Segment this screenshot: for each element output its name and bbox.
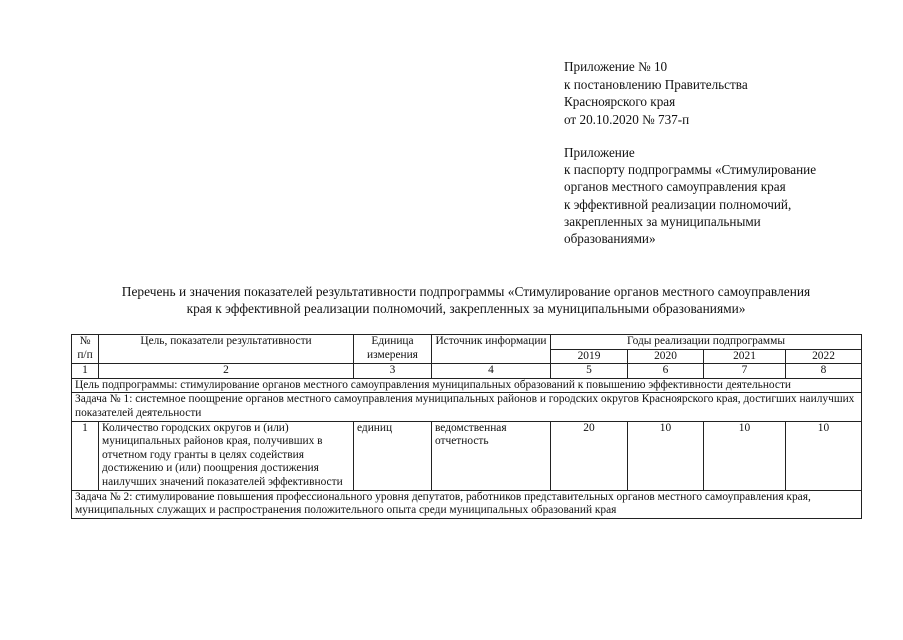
header-row (72, 335, 862, 350)
indicator-name: Количество городских округов и (или) муниципальных районов края, получивших в отчетном году гранты в целях содействия достижению и (или) поощрения достижения наилучших значений показателей эффективности (99, 421, 354, 490)
column-number: 2 (99, 364, 354, 379)
goal-row (72, 378, 862, 393)
header-year: 2022 (786, 349, 862, 364)
title-line-1: Перечень и значения показателей результативности подпрограммы «Стимулирование органов местного самоуправления (121, 284, 811, 299)
header-source: Источник информации (432, 335, 551, 364)
appendix-line: органов местного самоуправления края (564, 179, 786, 195)
appendix-line: Приложение (564, 145, 635, 160)
header-num: № п/п (72, 335, 99, 364)
appendix-line: закрепленных за муниципальными (564, 213, 761, 229)
document-title (60, 283, 872, 318)
indicator-source: ведомственная отчетность (432, 421, 551, 490)
task2-text: Задача № 2: стимулирование повышения профессионального уровня депутатов, работников представительных органов местного самоуправления края, муниципальных служащих и распространения положительного опыта среди муниципальных образований края (72, 490, 862, 518)
indicator-row (72, 421, 862, 490)
indicator-value-2021: 10 (704, 421, 786, 490)
header-goal: Цель, показатели результативности (99, 335, 354, 364)
indicator-unit: единиц (354, 421, 432, 490)
decree-line: от 20.10.2020 № 737-п (564, 111, 690, 127)
indicator-value-2020: 10 (628, 421, 704, 490)
decree-line: Красноярского края (564, 94, 676, 110)
header-year: 2019 (551, 349, 628, 364)
decree-reference (564, 58, 748, 128)
header-year: 2021 (704, 349, 786, 364)
column-number: 3 (354, 364, 432, 379)
appendix-line: к паспорту подпрограммы «Стимулирование (564, 162, 817, 178)
indicator-num: 1 (72, 421, 99, 490)
appendix-line: к эффективной реализации полномочий, (564, 196, 792, 212)
column-number: 4 (432, 364, 551, 379)
header-year: 2020 (628, 349, 704, 364)
decree-line: к постановлению Правительства (564, 76, 748, 92)
task-row (72, 490, 862, 518)
column-number: 6 (628, 364, 704, 379)
title-line-2: края к эффективной реализации полномочий, закрепленных за муниципальными образованиями» (186, 301, 746, 317)
header-years-group: Годы реализации подпрограммы (551, 335, 862, 350)
goal-text: Цель подпрограммы: стимулирование органов местного самоуправления муниципальных образований к повышению эффективности деятельности (72, 378, 862, 393)
indicators-table (71, 334, 862, 519)
task-row (72, 393, 862, 421)
appendix-reference (564, 144, 816, 247)
column-number: 1 (72, 364, 99, 379)
indicator-value-2022: 10 (786, 421, 862, 490)
task1-text: Задача № 1: системное поощрение органов местного самоуправления муниципальных районов и городских округов Красноярского края, достигших наилучших показателей деятельности (72, 393, 862, 421)
indicator-value-2019: 20 (551, 421, 628, 490)
header-unit: Единица измерения (354, 335, 432, 364)
decree-line: Приложение № 10 (564, 59, 668, 74)
column-number: 5 (551, 364, 628, 379)
column-number: 8 (786, 364, 862, 379)
appendix-line: образованиями» (564, 231, 656, 247)
column-number: 7 (704, 364, 786, 379)
column-number-row (72, 364, 862, 379)
